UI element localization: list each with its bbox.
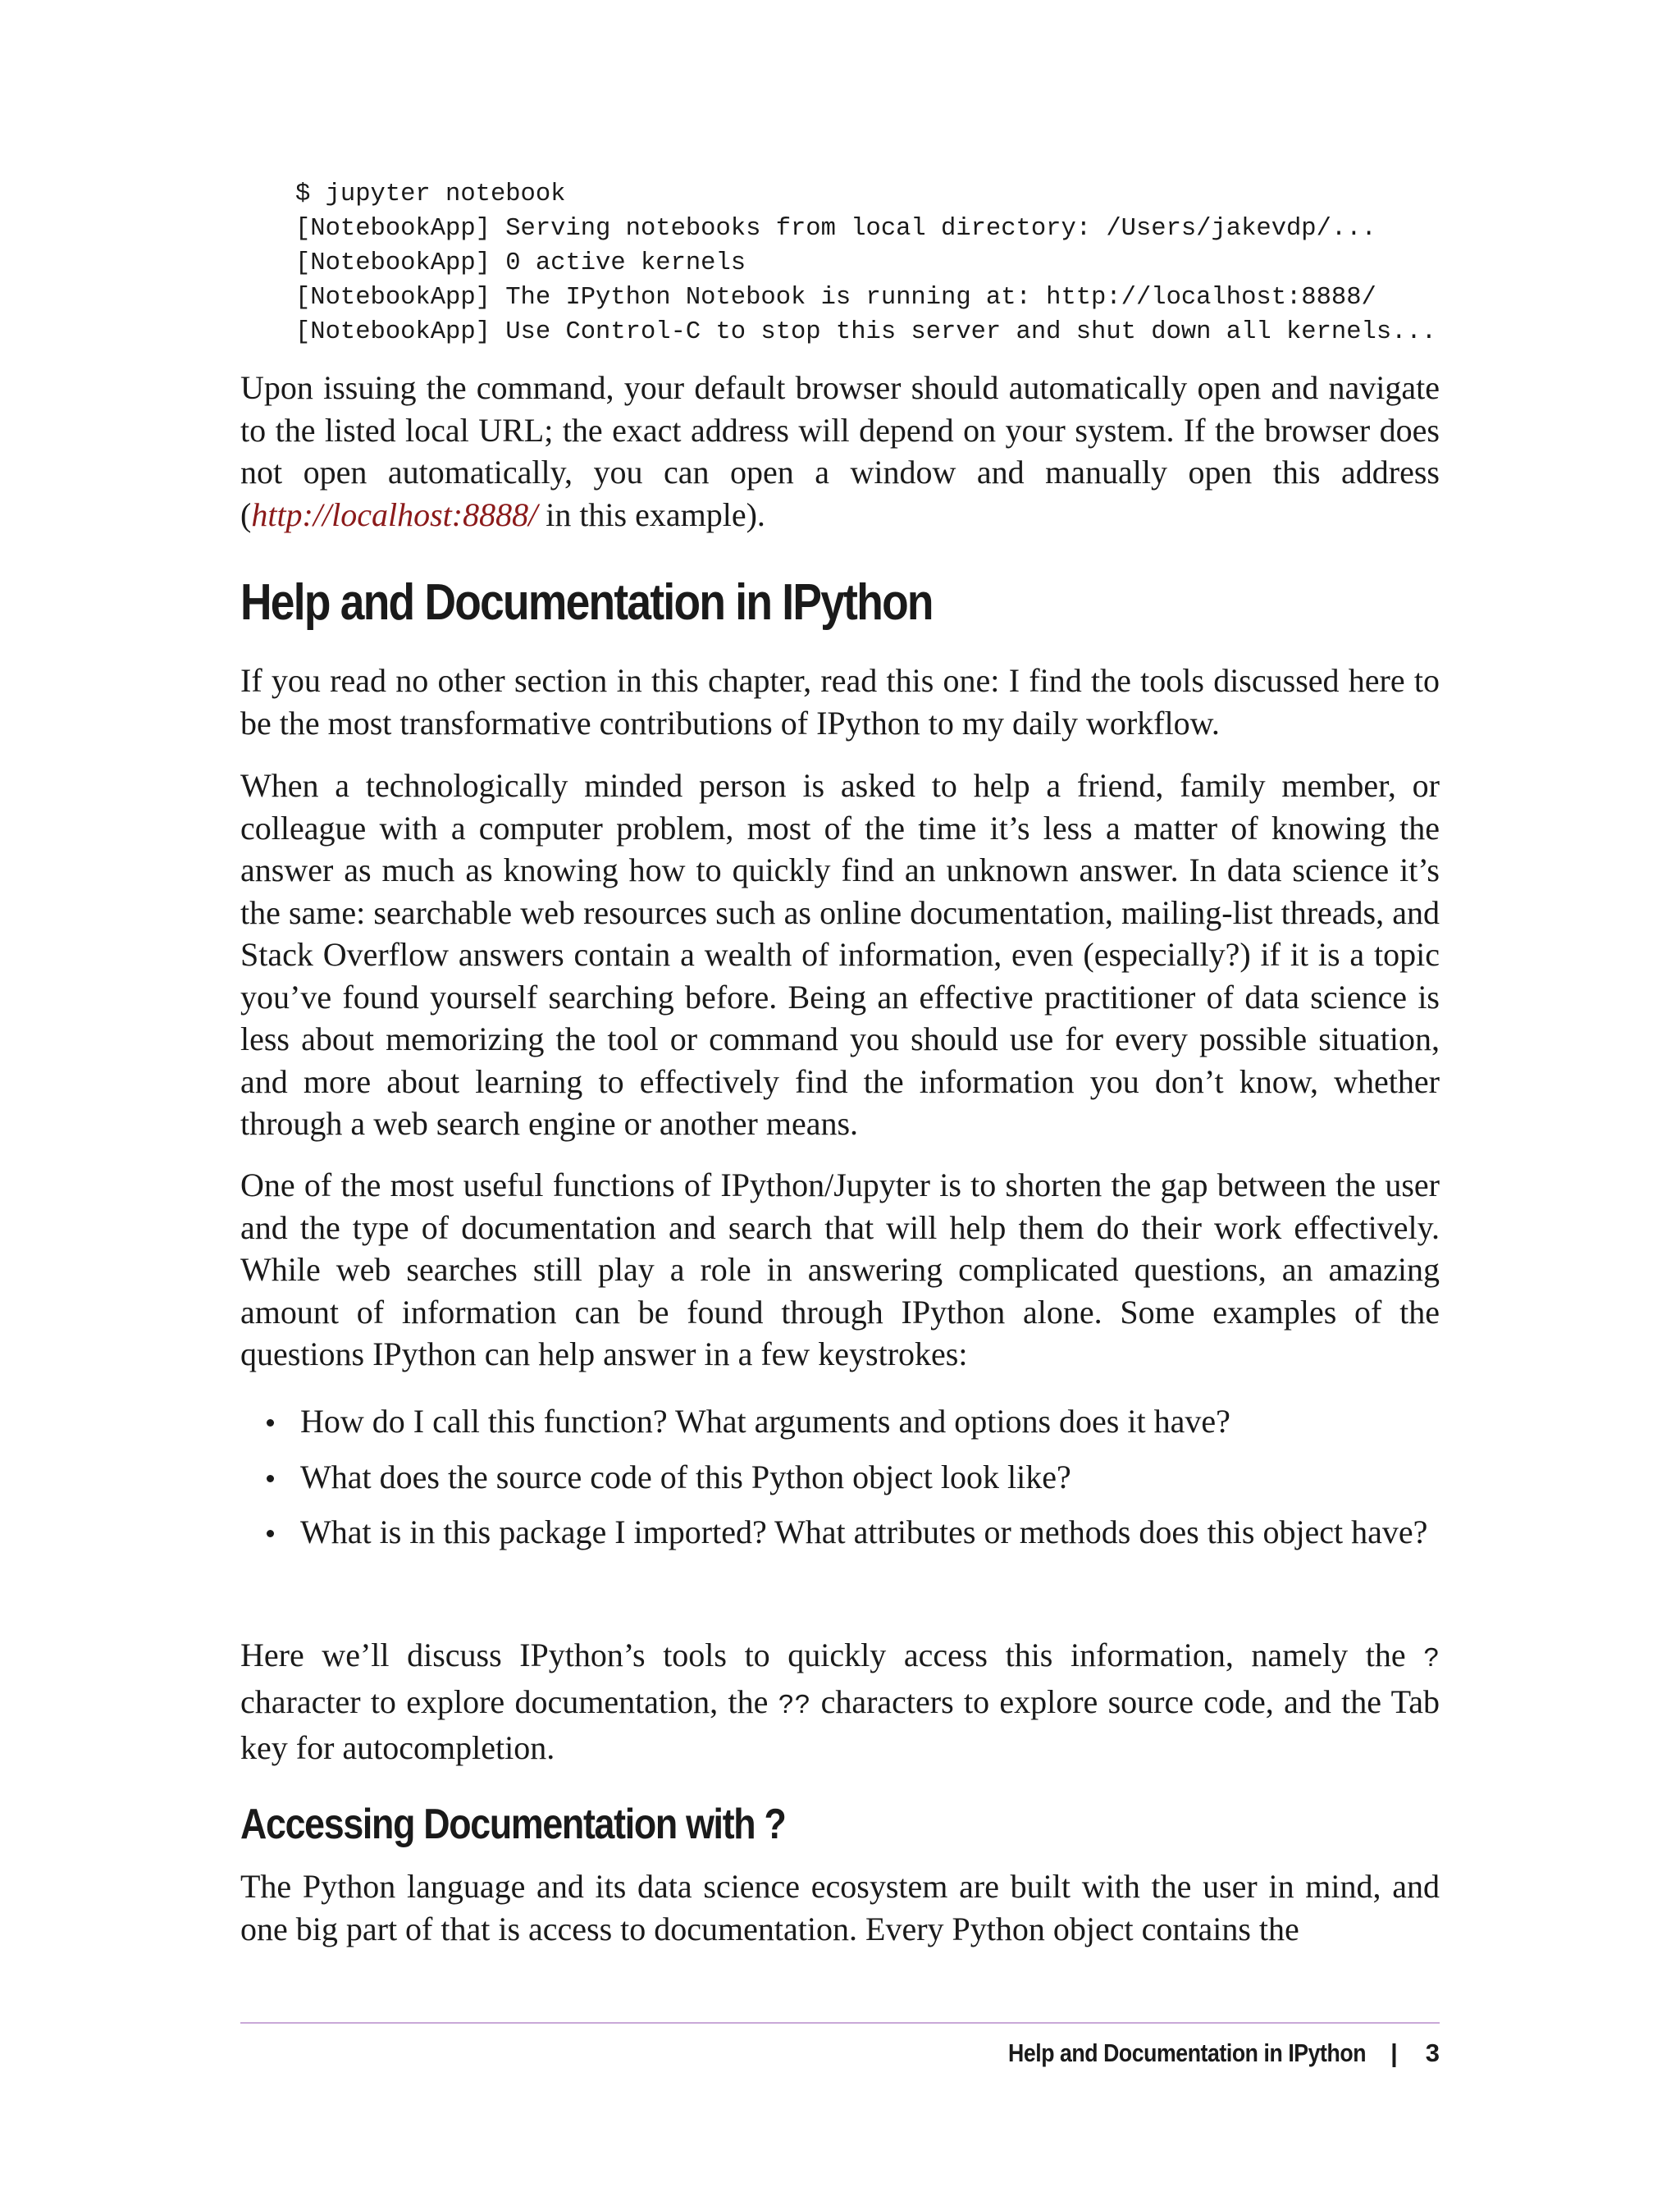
list-item-text: What does the source code of this Python object look like? [300, 1458, 1071, 1495]
list-item-text: What is in this package I imported? What attributes or methods does this object have? [300, 1513, 1428, 1550]
subsection-heading: Accessing Documentation with ? [240, 1801, 786, 1848]
list-item [240, 1400, 1440, 1443]
code-line: $ jupyter notebook [295, 180, 566, 208]
list-item-text: How do I call this function? What arguments and options does it have? [300, 1403, 1230, 1440]
p4-text-1: Here we’ll discuss IPython’s tools to quickly access this information, namely the [240, 1637, 1424, 1673]
bullet-icon [267, 1530, 274, 1537]
question-list [240, 1400, 1440, 1567]
page-number: 3 [1425, 2038, 1440, 2067]
p4-text-3: characters to explore source code, and the Tab key for autocompletion. [240, 1682, 1440, 1766]
code-line: [NotebookApp] Serving notebooks from local directory: /Users/jakevdp/... [295, 215, 1376, 243]
subsection-paragraph-1: The Python language and its data science ecosystem are built with the user in mind, and one big part of that is access to documentation. Every Python object contains the [240, 1868, 1440, 1947]
list-item [240, 1456, 1440, 1499]
bullet-icon [267, 1419, 274, 1427]
intro-paragraph [240, 367, 1440, 536]
double-question-code: ?? [778, 1690, 811, 1721]
localhost-link[interactable]: http://localhost:8888/ [251, 495, 538, 533]
section-paragraph-3: One of the most useful functions of IPython/Jupyter is to shorten the gap between the user and the type of documentation and search that will help them do their work effectively. While web searches still play a role in answering complicated questions, an amazing amount of information can be found through IPython alone. Some examples of the questions IPython can help answer in a few keystrokes: [240, 1166, 1440, 1372]
code-line: [NotebookApp] Use Control-C to stop this server and shut down all kernels... [295, 318, 1437, 346]
footer-separator: | [1390, 2038, 1398, 2067]
terminal-code-block [295, 177, 1436, 349]
section-paragraph-2: When a technologically minded person is asked to help a friend, family member, or colleague with a computer problem, most of the time it’s less a matter of knowing the answer as much as knowing how to quickly find an unknown answer. In data science it’s the same: searchable web resources such as online documentation, mailing-list threads, and Stack Overflow answers contain a wealth of information, even (especially?) if it is a topic you’ve found yourself searching before. Being an effective practitioner of data science is less about memorizing the tool or command you should use for every possible situation, and more about learning to effectively find the information you don’t know, whether through a web search engine or another means. [240, 767, 1440, 1142]
footer-running-title: Help and Documentation in IPython [1007, 2038, 1367, 2067]
section-paragraph-1: If you read no other section in this chapter, read this one: I find the tools discussed here to be the most transformative contributions of IPython to my daily workflow. [240, 662, 1440, 742]
section-paragraph-4 [240, 1634, 1440, 1769]
page-footer [950, 2033, 1440, 2074]
intro-text-end: in this example). [537, 495, 765, 533]
section-heading: Help and Documentation in IPython [240, 574, 933, 631]
list-item [240, 1511, 1440, 1554]
code-line: [NotebookApp] 0 active kernels [295, 249, 746, 277]
footer-divider [240, 2022, 1440, 2024]
code-line: [NotebookApp] The IPython Notebook is running at: http://localhost:8888/ [295, 284, 1376, 312]
p4-text-2: character to explore documentation, the [240, 1682, 778, 1720]
question-mark-code: ? [1423, 1644, 1440, 1674]
intro-text: Upon issuing the command, your default browser should automatically open and navigate to the listed local URL; the exact address will depend on your system. If the browser does not open automatically, you can open a window and manually open this address ( [240, 369, 1440, 533]
bullet-icon [267, 1475, 274, 1482]
